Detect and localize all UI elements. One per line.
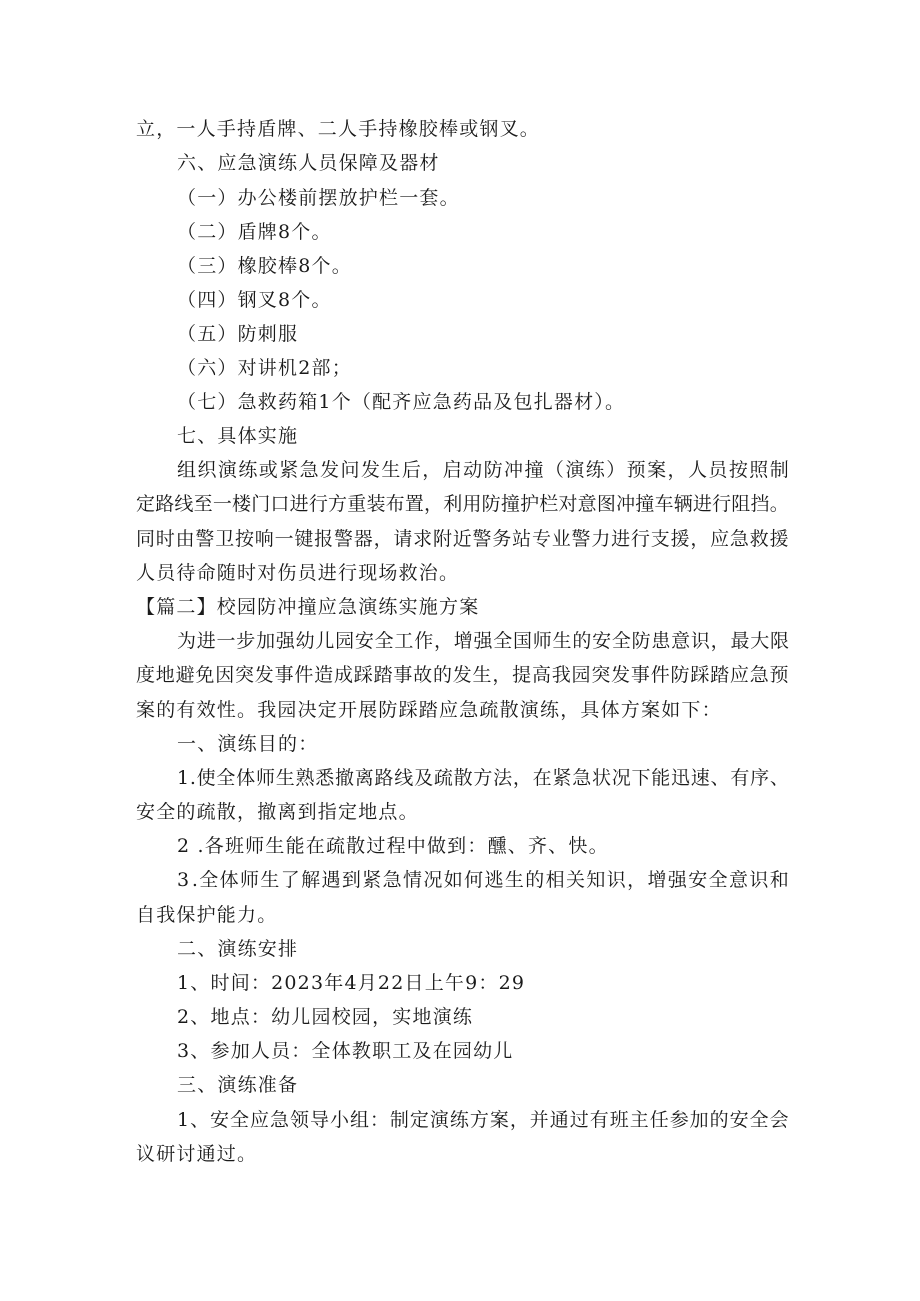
list-item: （五）防刺服 [177,323,299,345]
list-item: （一）办公楼前摆放护栏一套。 [177,187,460,209]
paragraph-line: 定 路 线 至 一 楼 门 口 进 行 方 重 装 布 置 ， 利 用 防 撞 护 栏 对 意 图 冲 撞 车 辆 进 行 阻 挡 。 [136,493,789,515]
list-item: 3、参加人员：全体教职工及在园幼儿 [177,1040,514,1062]
paragraph-line: 为 进 一 步 加 强 幼 儿 园 安 全 工 作 ， 增 强 全 国 师 生 的 安 全 防 患 意 识 ， 最 大 限 [177,630,789,652]
paragraph-line: 1 . 使 全 体 师 生 熟 悉 撤 离 路 线 及 疏 散 方 法 ， 在 紧 急 状 况 下 能 迅 速 、 有 序 、 [177,767,789,789]
section-heading: 二、演练安排 [177,938,299,960]
section-heading: 三、演练准备 [177,1074,299,1096]
list-item: （七）急救药箱1个（配齐应急药品及包扎器材）。 [177,391,626,413]
paragraph-line: 议研讨通过。 [136,1143,258,1165]
section-heading: 六、应急演练人员保障及器材 [177,152,440,174]
paragraph-line: 案的有效性。我园决定开展防踩踏应急疏散演练，具体方案如下： [136,699,722,721]
paragraph-line: 2 .各班师生能在疏散过程中做到：醺、齐、快。 [177,835,609,857]
list-item: （六）对讲机2部； [177,357,352,379]
paragraph-line: 同 时 由 警 卫 按 响 一 键 报 警 器 ， 请 求 附 近 警 务 站 专 业 警 力 进 行 支 援 ， 应 急 救 援 [136,528,789,550]
paragraph-line: 3 . 全 体 师 生 了 解 遇 到 紧 急 情 况 如 何 逃 生 的 相 关 知 识 ， 增 强 安 全 意 识 和 [177,869,789,891]
section-heading: 七、具体实施 [177,425,299,447]
article-heading: 【篇二】校园防冲撞应急演练实施方案 [136,596,480,618]
paragraph-line: 组 织 演 练 或 紧 急 发 问 发 生 后 ， 启 动 防 冲 撞 （ 演 练 ） 预 案 ， 人 员 按 照 制 [177,459,789,481]
list-item: 2、地点：幼儿园校园，实地演练 [177,1006,474,1028]
list-item: （二）盾牌8个。 [177,221,332,243]
list-item: （三）橡胶棒8个。 [177,255,352,277]
text-line: 立，一人手持盾牌、二人手持橡胶棒或钢叉。 [136,118,541,140]
section-heading: 一、演练目的： [177,733,319,755]
paragraph-line: 人员待命随时对伤员进行现场救治。 [136,562,460,584]
list-item: 1、时间：2023年4月22日上午9：29 [177,972,526,994]
list-item: （四）钢叉8个。 [177,289,332,311]
paragraph-line: 安全的疏散，撤离到指定地点。 [136,801,419,823]
paragraph-line: 度 地 避 免 因 突 发 事 件 造 成 踩 踏 事 故 的 发 生 ， 提 高 我 园 突 发 事 件 防 踩 踏 应 急 预 [136,664,789,686]
paragraph-line: 自我保护能力。 [136,904,278,926]
paragraph-line: 1 、 安 全 应 急 领 导 小 组 ： 制 定 演 练 方 案 ， 并 通 过 有 班 主 任 参 加 的 安 全 会 [177,1109,789,1131]
